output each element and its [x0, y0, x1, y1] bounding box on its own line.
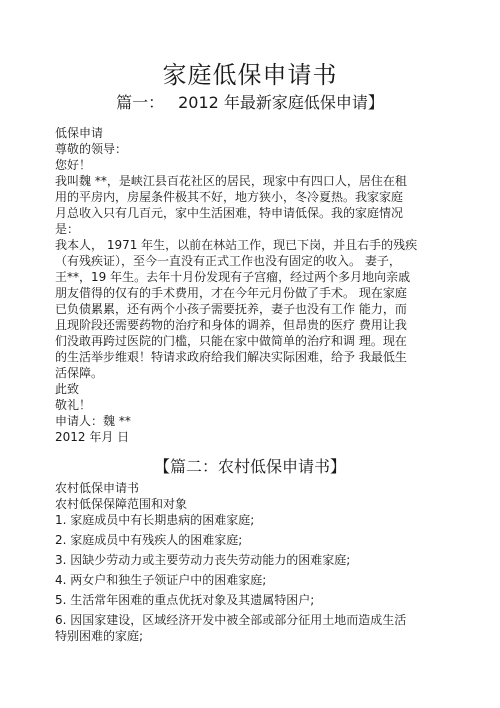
letter-line: 您好！	[55, 158, 92, 172]
letter-line: 低保申请	[55, 126, 104, 140]
letter-line: （有残疾证），至今一直没有正式工作也没有固定的收入。 妻子，	[55, 254, 401, 268]
letter-line: 已负债累累，还有两个小孩子需要抚养，妻子也没有工作 能力，而	[55, 302, 407, 316]
letter-line: 申请人：魏 **	[55, 414, 131, 428]
letter-line: 朋友借得的仅有的手术费用，才在今年元月份做了手术。 现在家庭	[55, 286, 407, 300]
letter-line: 敬礼！	[55, 398, 92, 412]
list-item: 2. 家庭成员中有残疾人的困难家庭;	[55, 533, 243, 547]
letter-line: 们没敢再跨过医院的门槛，只能在家中做简单的治疗和调 理。现在	[55, 334, 407, 348]
list-item: 5. 生活常年困难的重点优抚对象及其遗属特困户;	[55, 593, 315, 607]
letter-body	[55, 125, 455, 445]
letter-line: 此致	[55, 382, 80, 396]
letter-line: 月总收入只有几百元，家中生活困难，特申请低保。我的家庭情况	[55, 206, 404, 220]
list-item: 4. 两女户和独生子领证户中的困难家庭;	[55, 573, 267, 587]
letter-line: 2012 年月 日	[55, 430, 130, 444]
section1-prefix: 篇一：	[116, 93, 165, 112]
letter-line: 的生活举步维艰！特请求政府给我们解决实际困难，给予 我最低生	[55, 350, 407, 364]
letter-line: 且现阶段还需要药物的治疗和身体的调养，但昂贵的医疗 费用让我	[55, 318, 407, 332]
section1-title: 2012 年最新家庭低保申请】	[178, 93, 384, 112]
section2-intro-line: 农村低保保障范围和对象	[55, 497, 188, 511]
list-item: 1. 家庭成员中有长期患病的困难家庭;	[55, 513, 255, 527]
letter-line: 尊敬的领导：	[55, 142, 128, 156]
letter-line: 王**，19 年生。去年十月份发现有子宫瘤，经过两个多月地向亲戚	[55, 270, 411, 284]
letter-line: 我叫魏 **，是峡江县百花社区的居民，现家中有四口人，居住在租	[55, 174, 407, 188]
list-item: 3. 因缺少劳动力或主要劳动力丧失劳动能力的困难家庭;	[55, 553, 351, 567]
letter-line: 活保障。	[55, 366, 104, 380]
letter-line: 我本人， 1971 年生，以前在林站工作，现已下岗，并且右手的残疾	[55, 238, 418, 252]
section2-intro	[55, 480, 455, 512]
section2-heading: 【篇二：农村低保申请书】	[153, 457, 346, 476]
document-title: 家庭低保申请书	[162, 61, 338, 89]
letter-line: 是：	[55, 222, 80, 236]
coverage-list	[55, 512, 455, 648]
list-item-continuation: 特别困难的家庭;	[55, 629, 144, 643]
letter-line: 用的平房内，房屋条件极其不好，地方狭小，冬冷夏热。我家家庭	[55, 190, 404, 204]
list-item: 6. 因国家建设，区域经济开发中被全部或部分征用土地而造成生活	[55, 613, 407, 627]
section2-intro-line: 农村低保申请书	[55, 481, 140, 495]
section1-heading	[0, 92, 500, 114]
